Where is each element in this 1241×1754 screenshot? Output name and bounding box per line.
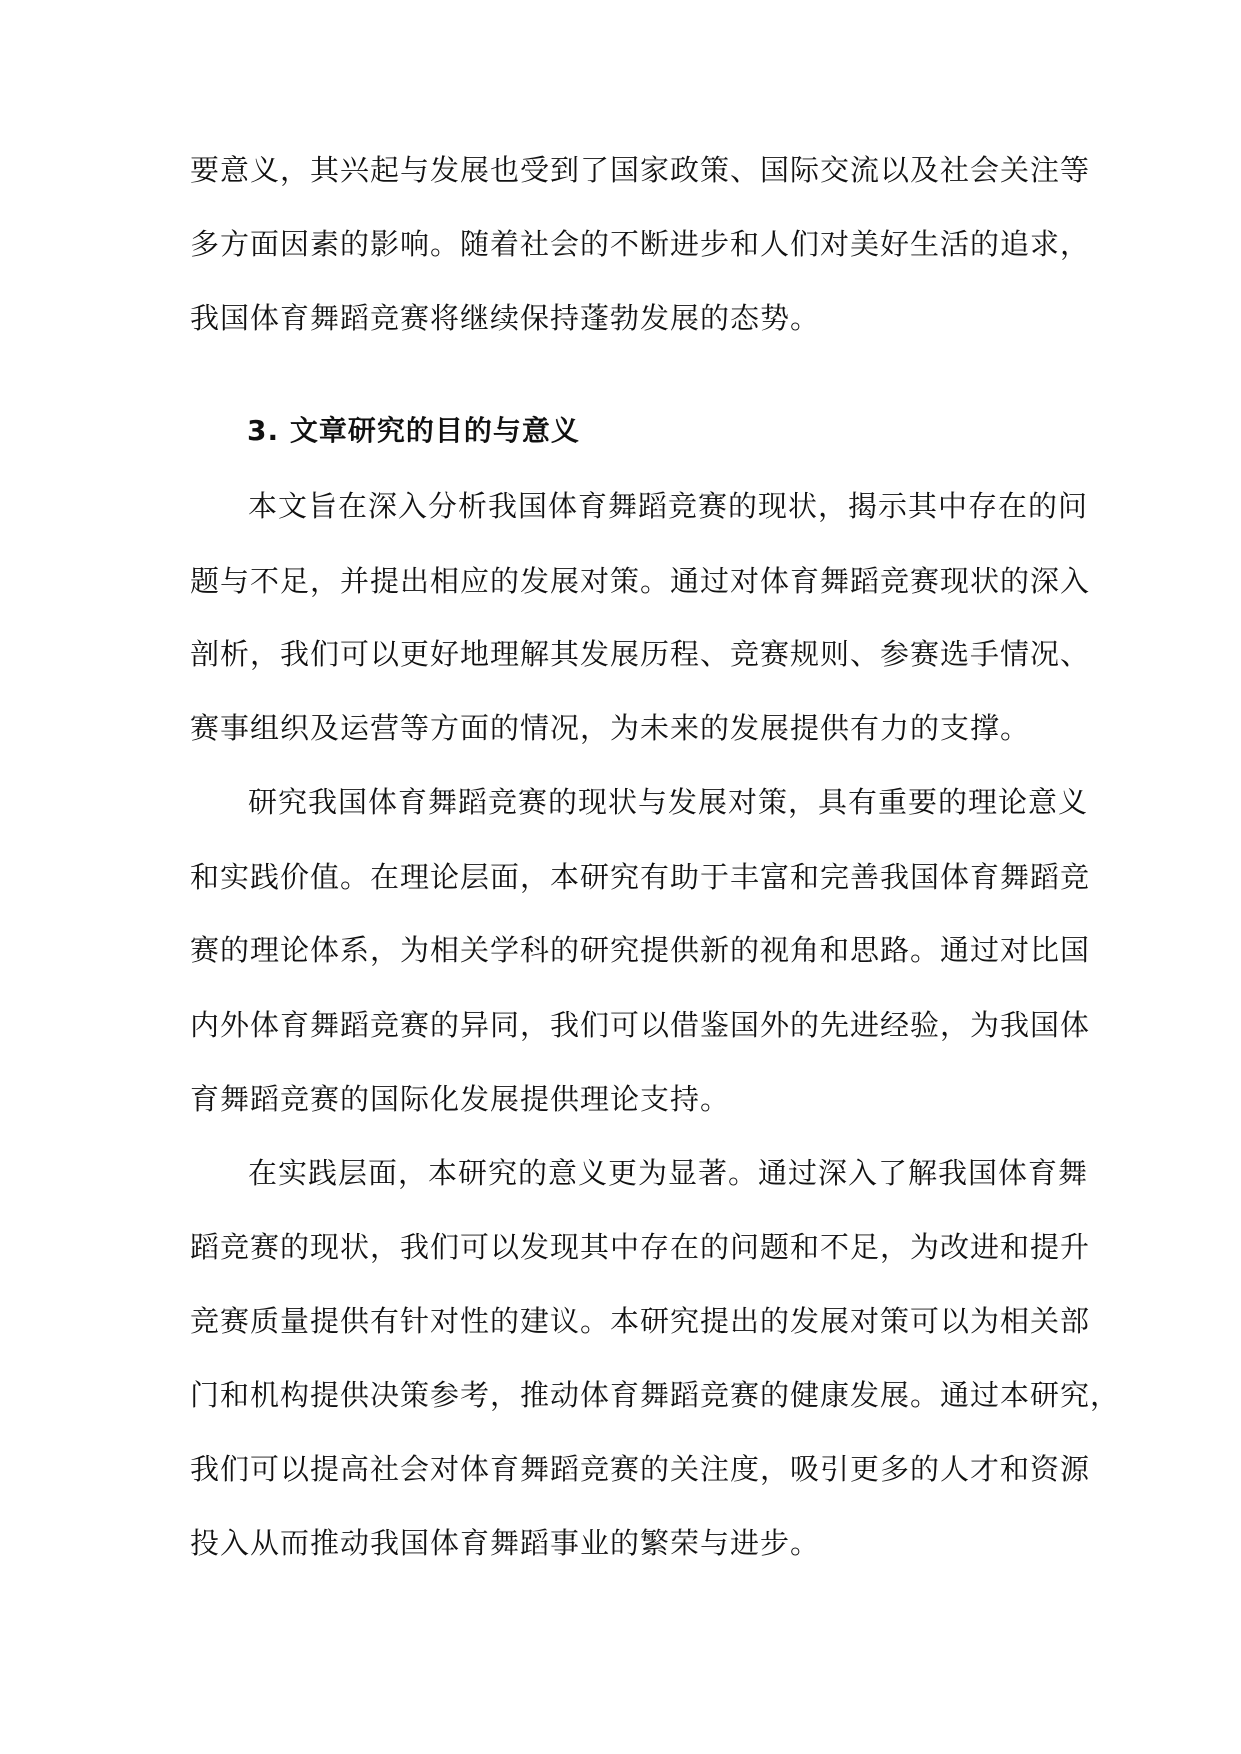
para2-line-1: 研究我国体育舞蹈竞赛的现状与发展对策，具有重要的理论意义: [248, 785, 1089, 819]
para2-line-2: 和实践价值。在理论层面，本研究有助于丰富和完善我国体育舞蹈竞: [190, 860, 1091, 894]
para3-line-2: 蹈竞赛的现状，我们可以发现其中存在的问题和不足，为改进和提升: [190, 1230, 1091, 1264]
para2-line-5: 育舞蹈竞赛的国际化发展提供理论支持。: [190, 1082, 731, 1116]
para2-line-4: 内外体育舞蹈竞赛的异同，我们可以借鉴国外的先进经验，为我国体: [190, 1008, 1091, 1042]
para1-line-3: 剖析，我们可以更好地理解其发展历程、竞赛规则、参赛选手情况、: [190, 637, 1091, 671]
intro-line-3: 我国体育舞蹈竞赛将继续保持蓬勃发展的态势。: [190, 301, 821, 335]
para3-line-3: 竞赛质量提供有针对性的建议。本研究提出的发展对策可以为相关部: [190, 1304, 1091, 1338]
para1-line-2: 题与不足，并提出相应的发展对策。通过对体育舞蹈竞赛现状的深入: [190, 564, 1091, 598]
para3-line-1: 在实践层面，本研究的意义更为显著。通过深入了解我国体育舞: [248, 1156, 1089, 1190]
para1-line-4: 赛事组织及运营等方面的情况，为未来的发展提供有力的支撑。: [190, 711, 1031, 745]
para1-line-1: 本文旨在深入分析我国体育舞蹈竞赛的现状，揭示其中存在的问: [248, 489, 1089, 523]
intro-line-2: 多方面因素的影响。随着社会的不断进步和人们对美好生活的追求，: [190, 227, 1091, 261]
section-heading: 3. 文章研究的目的与意义: [247, 414, 580, 447]
para3-line-5: 我们可以提高社会对体育舞蹈竞赛的关注度，吸引更多的人才和资源: [190, 1452, 1091, 1486]
para3-line-6: 投入从而推动我国体育舞蹈事业的繁荣与进步。: [190, 1526, 821, 1560]
para3-line-4: 门和机构提供决策参考，推动体育舞蹈竞赛的健康发展。通过本研究，: [190, 1378, 1121, 1412]
para2-line-3: 赛的理论体系，为相关学科的研究提供新的视角和思路。通过对比国: [190, 933, 1091, 967]
intro-line-1: 要意义，其兴起与发展也受到了国家政策、国际交流以及社会关注等: [190, 153, 1091, 187]
